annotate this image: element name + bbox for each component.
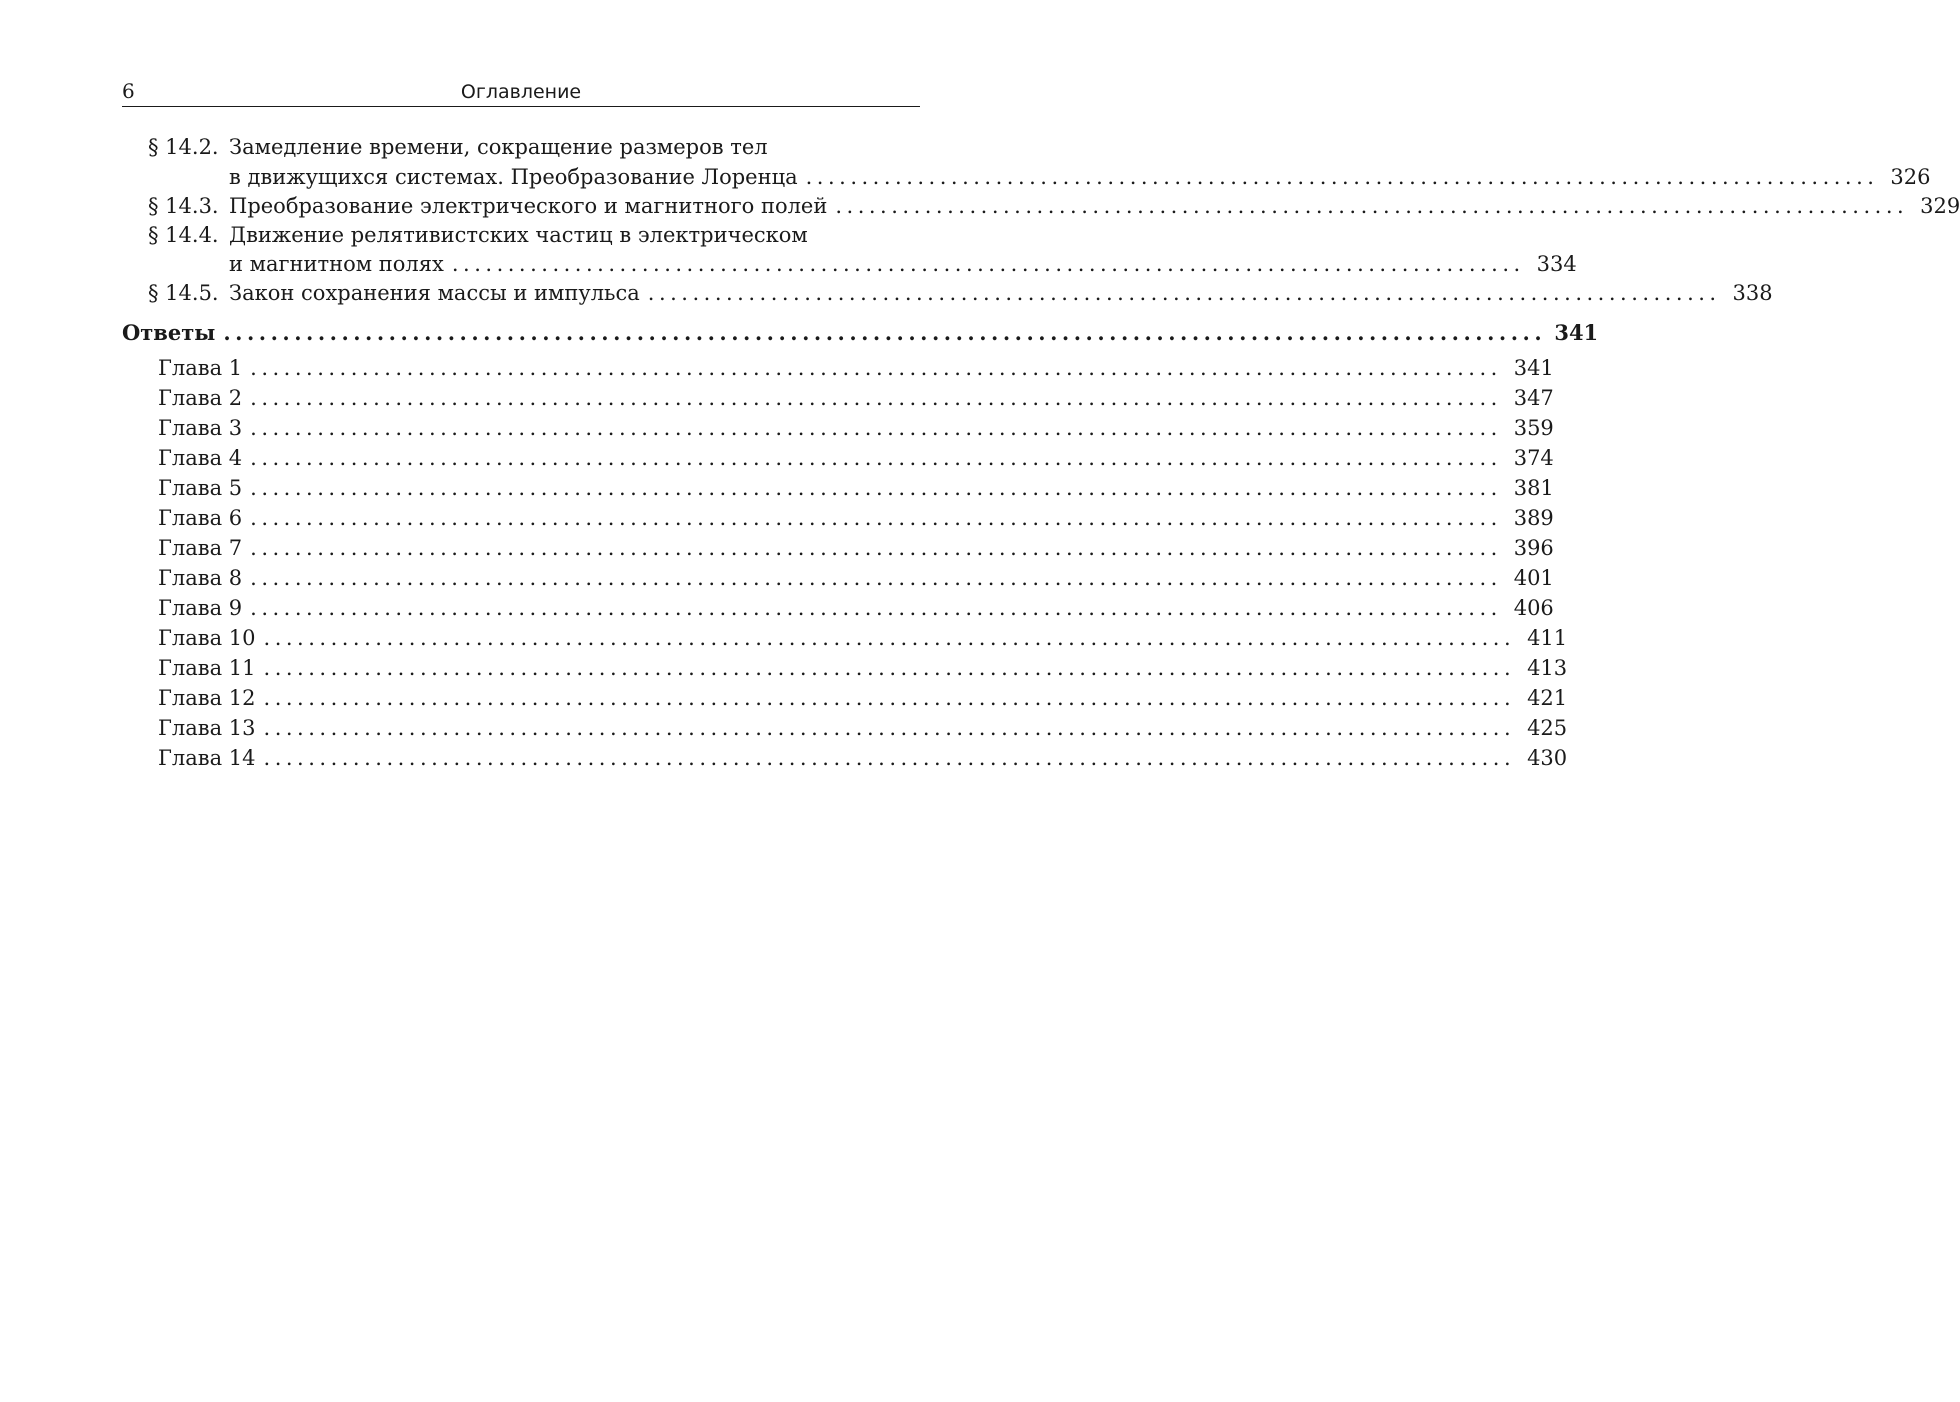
page-ref: 396: [1513, 536, 1554, 560]
leader-dots: ................................................................................................................: [250, 596, 1502, 620]
answers-title: Ответы: [122, 320, 216, 345]
toc-entry-14-4[interactable]: [148, 220, 920, 250]
chapter-label: Глава 8: [158, 566, 243, 590]
page-ref: 413: [1527, 656, 1568, 680]
toc-entry-14-5[interactable]: [148, 278, 1773, 308]
chapter-label: Глава 7: [158, 536, 243, 560]
toc-entry-chapter[interactable]: [158, 473, 1554, 503]
toc-entry-chapter[interactable]: [158, 593, 1554, 623]
toc-entry-14-2[interactable]: [148, 132, 920, 162]
section-title: Замедление времени, сокращение размеров тел: [229, 135, 768, 159]
leader-dots: ................................................................................................................: [250, 446, 1502, 470]
leader-dots: ................................................................................................................: [250, 416, 1502, 440]
leader-dots: ................................................................................................................: [263, 626, 1516, 650]
leader-dots: ................................................................................................................: [263, 746, 1516, 770]
toc-entry-chapter[interactable]: [158, 683, 1568, 713]
toc-entry-chapter[interactable]: [158, 743, 1568, 773]
chapter-label: Глава 2: [158, 386, 243, 410]
leader-dots: ................................................................................................: [805, 165, 1879, 189]
page-ref: 347: [1513, 386, 1554, 410]
page-ref: 329: [1920, 194, 1960, 218]
page-ref: 406: [1513, 596, 1554, 620]
leader-dots: ................................................................................................: [451, 252, 1525, 276]
section-title: Закон сохранения массы и импульса: [229, 281, 640, 305]
toc-entry-chapter[interactable]: [158, 443, 1554, 473]
leader-dots: ................................................................................................................: [250, 356, 1502, 380]
page-ref: 401: [1513, 566, 1554, 590]
page-number: 6: [122, 79, 135, 103]
section-number: § 14.4.: [148, 223, 219, 247]
toc-entry-chapter[interactable]: [158, 653, 1568, 683]
chapter-label: Глава 4: [158, 446, 243, 470]
leader-dots: ................................................................................................: [835, 194, 1909, 218]
page-ref: 338: [1732, 281, 1773, 305]
toc-entry-chapter[interactable]: [158, 533, 1554, 563]
chapter-label: Глава 12: [158, 686, 256, 710]
leader-dots: ................................................................................................................: [250, 386, 1502, 410]
toc-entry-chapter[interactable]: [158, 353, 1554, 383]
running-header: [122, 76, 920, 107]
section-title: Преобразование электрического и магнитного полей: [229, 194, 828, 218]
page-ref: 341: [1554, 320, 1599, 345]
page-ref: 381: [1513, 476, 1554, 500]
leader-dots: ................................................................................................................: [263, 686, 1516, 710]
page-ref: 326: [1890, 165, 1931, 189]
section-title-cont: в движущихся системах. Преобразование Лоренца: [229, 165, 798, 189]
chapter-label: Глава 6: [158, 506, 243, 530]
chapter-label: Глава 9: [158, 596, 243, 620]
chapter-label: Глава 1: [158, 356, 243, 380]
page-ref: 421: [1527, 686, 1568, 710]
toc-entry-14-3[interactable]: [148, 191, 1960, 221]
toc-entry-answers[interactable]: [122, 318, 1599, 348]
section-number: § 14.2.: [148, 135, 219, 159]
leader-dots: ................................................................................................................: [250, 476, 1502, 500]
page-ref: 425: [1527, 716, 1568, 740]
section-title: Движение релятивистских частиц в электрическом: [229, 223, 808, 247]
leader-dots: ................................................................................................................: [250, 506, 1502, 530]
chapter-label: Глава 11: [158, 656, 256, 680]
toc-entry-chapter[interactable]: [158, 563, 1554, 593]
toc-entry-14-4-cont[interactable]: [229, 249, 1577, 279]
leader-dots: ................................................................................................................: [223, 320, 1547, 345]
page-ref: 334: [1536, 252, 1577, 276]
leader-dots: ................................................................................................................: [263, 656, 1516, 680]
leader-dots: ................................................................................................................: [250, 566, 1502, 590]
toc-entry-chapter[interactable]: [158, 383, 1554, 413]
toc-entry-chapter[interactable]: [158, 503, 1554, 533]
leader-dots: ................................................................................................................: [250, 536, 1502, 560]
page-ref: 359: [1513, 416, 1554, 440]
section-number: § 14.5.: [148, 281, 219, 305]
chapter-label: Глава 3: [158, 416, 243, 440]
chapter-label: Глава 14: [158, 746, 256, 770]
toc-entry-chapter[interactable]: [158, 713, 1568, 743]
toc-entry-chapter[interactable]: [158, 413, 1554, 443]
chapter-label: Глава 5: [158, 476, 243, 500]
chapter-label: Глава 10: [158, 626, 256, 650]
section-number: § 14.3.: [148, 194, 219, 218]
toc-entry-chapter[interactable]: [158, 623, 1568, 653]
page-ref: 374: [1513, 446, 1554, 470]
page-ref: 341: [1513, 356, 1554, 380]
page-ref: 430: [1527, 746, 1568, 770]
header-title: Оглавление: [460, 81, 582, 103]
leader-dots: ................................................................................................................: [263, 716, 1516, 740]
chapter-label: Глава 13: [158, 716, 256, 740]
leader-dots: ................................................................................................: [647, 281, 1721, 305]
page-ref: 411: [1527, 626, 1568, 650]
toc-entry-14-2-cont[interactable]: [229, 162, 1931, 192]
page-ref: 389: [1513, 506, 1554, 530]
section-title-cont: и магнитном полях: [229, 252, 444, 276]
